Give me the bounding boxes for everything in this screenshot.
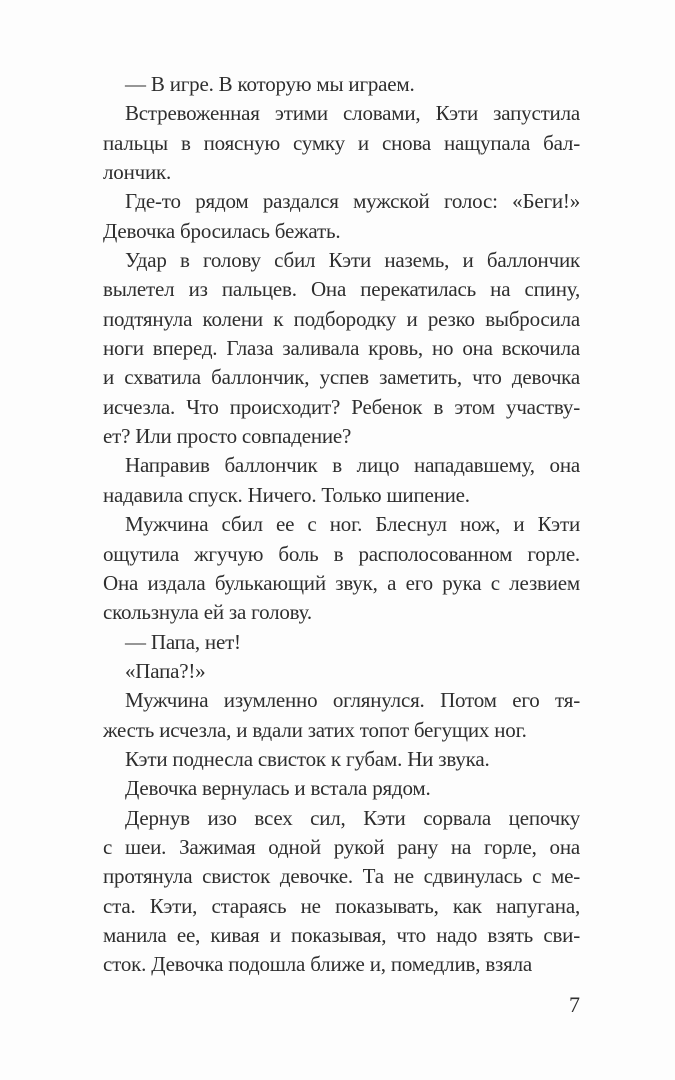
text-line: скользнула ей за голову. — [103, 600, 312, 625]
text-line: Направив баллончик в лицо нападавшему, она — [125, 453, 580, 478]
text-line: Кэти поднесла свисток к губам. Ни звука. — [125, 746, 490, 771]
text-line: «Папа?!» — [125, 658, 206, 683]
text-line: вылетел из пальцев. Она перекатилась на спину, — [103, 277, 580, 302]
page-number: 7 — [569, 992, 580, 1017]
text-line: исчезла. Что происходит? Ребенок в этом участву- — [103, 394, 580, 419]
text-line: Девочка вернулась и встала рядом. — [125, 776, 431, 801]
text-line: Встревоженная этими словами, Кэти запустила — [125, 101, 580, 126]
text-line: лончик. — [103, 160, 172, 185]
text-line: жесть исчезла, и вдали затих топот бегущих ног. — [103, 717, 527, 742]
text-line: ста. Кэти, стараясь не показывать, как напугана, — [103, 893, 580, 918]
text-line: манила ее, кивая и показывая, что надо взять сви- — [103, 922, 580, 947]
text-line: ет? Или просто совпадение? — [103, 424, 352, 449]
text-line: подтянула колени к подбородку и резко выбросила — [103, 306, 580, 331]
text-line: Девочка бросилась бежать. — [103, 218, 341, 243]
text-line: Где-то рядом раздался мужской голос: «Беги!» — [125, 189, 580, 214]
text-line: Удар в голову сбил Кэти наземь, и баллончик — [125, 248, 580, 273]
text-line: надавила спуск. Ничего. Только шипение. — [103, 482, 470, 507]
text-line: Она издала булькающий звук, а его рука с лезвием — [103, 570, 580, 595]
text-line: ноги вперед. Глаза заливала кровь, но она вскочила — [103, 336, 580, 361]
text-block — [103, 70, 580, 980]
text-line: Мужчина сбил ее с ног. Блеснул нож, и Кэти — [125, 512, 580, 537]
text-line: Дернув изо всех сил, Кэти сорвала цепочку — [125, 805, 580, 830]
text-line: сток. Девочка подошла ближе и, помедлив, взяла — [103, 952, 532, 977]
text-line: — В игре. В которую мы играем. — [125, 72, 415, 96]
text-line: ощутила жгучую боль в располосованном горле. — [103, 541, 580, 566]
text-line: протянула свисток девочке. Та не сдвинулась с ме- — [103, 864, 580, 889]
text-line: Мужчина изумленно оглянулся. Потом его тя- — [125, 688, 580, 713]
text-line: и схватила баллончик, успев заметить, что девочка — [103, 365, 580, 390]
text-line: пальцы в поясную сумку и снова нащупала бал- — [103, 130, 580, 155]
text-line: с шеи. Зажимая одной рукой рану на горле, она — [103, 834, 580, 859]
text-line: — Папа, нет! — [125, 629, 241, 654]
